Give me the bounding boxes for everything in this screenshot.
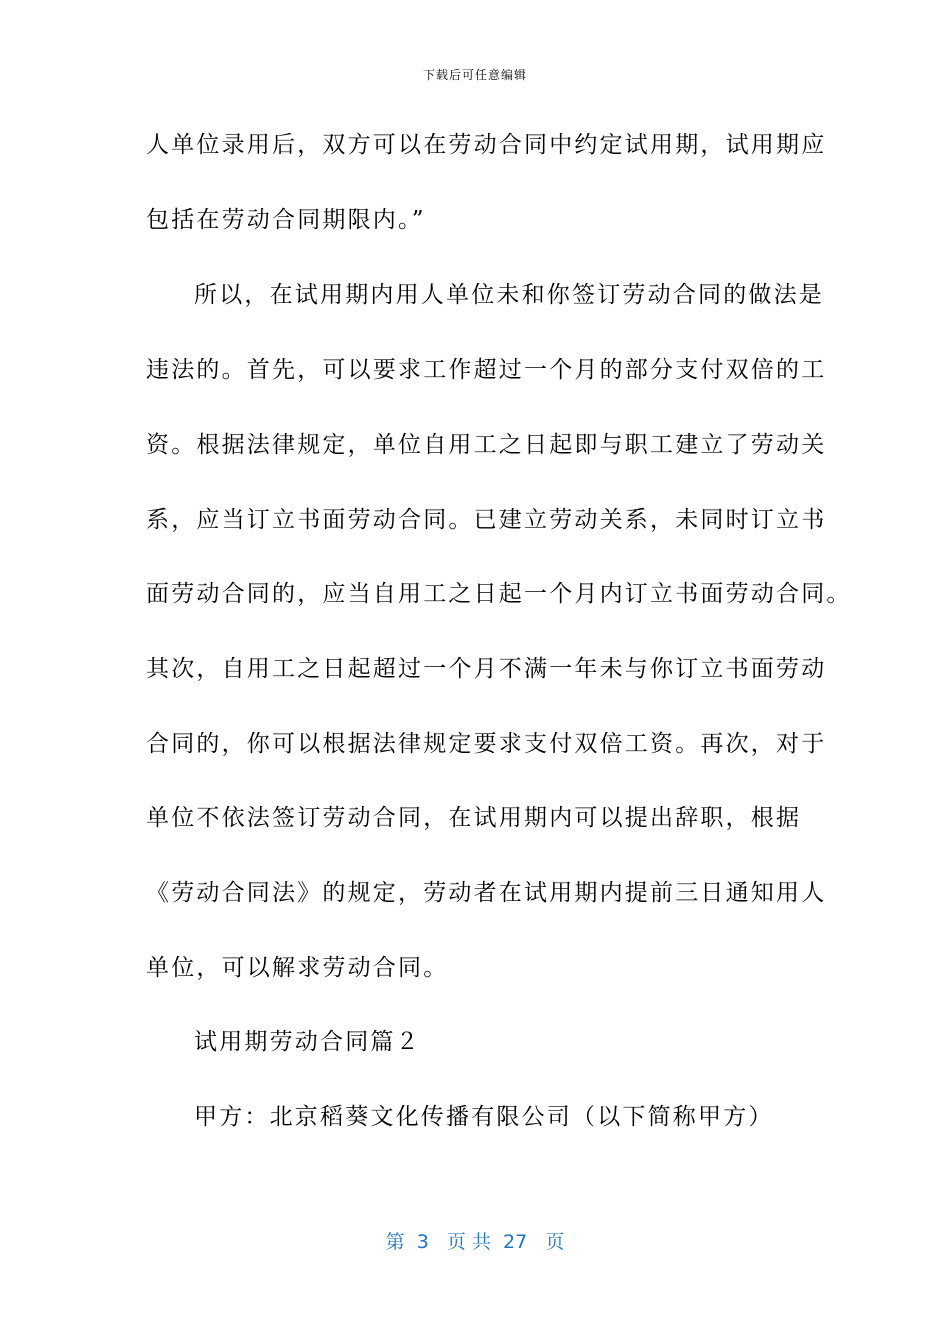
body-line: 合同的，你可以根据法律规定要求支付双倍工资。再次，对于 (146, 731, 827, 757)
section-heading: 试用期劳动合同篇２ (194, 1029, 421, 1055)
body-line: 系，应当订立书面劳动合同。已建立劳动关系，未同时订立书 (146, 507, 827, 533)
body-line: 《劳动合同法》的规定，劳动者在试用期内提前三日通知用人 (146, 880, 827, 906)
body-line: 人单位录用后，双方可以在劳动合同中约定试用期，试用期应 (146, 132, 827, 158)
party-a-line: 甲方：北京稻葵文化传播有限公司（以下简称甲方） (194, 1104, 774, 1130)
body-line: 单位，可以解求劳动合同。 (146, 955, 449, 981)
body-line: 所以，在试用期内用人单位未和你签订劳动合同的做法是 (194, 282, 824, 308)
body-line: 单位不依法签订劳动合同，在试用期内可以提出辞职，根据 (146, 805, 802, 831)
page-number-footer: 第 3 页 共 27 页 (385, 1231, 565, 1253)
body-line: 包括在劳动合同期限内。” (146, 207, 426, 233)
body-line: 其次，自用工之日起超过一个月不满一年未与你订立书面劳动 (146, 656, 827, 682)
body-line: 面劳动合同的，应当自用工之日起一个月内订立书面劳动合同。 (146, 581, 852, 607)
body-line: 违法的。首先，可以要求工作超过一个月的部分支付双倍的工 (146, 357, 827, 383)
body-line: 资。根据法律规定，单位自用工之日起即与职工建立了劳动关 (146, 432, 827, 458)
page-header: 下载后可任意编辑 (422, 68, 527, 82)
